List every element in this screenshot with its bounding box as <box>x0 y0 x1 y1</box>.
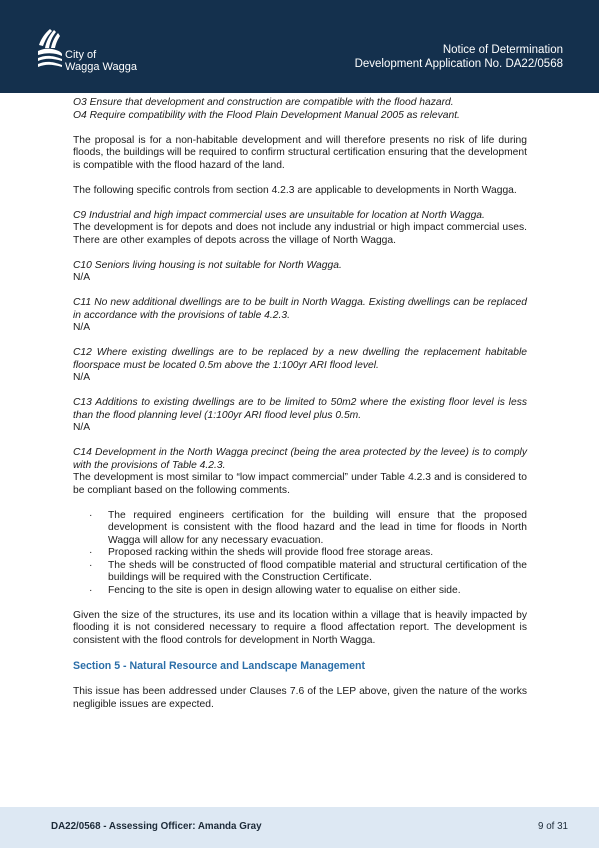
control-c13 <box>73 397 527 435</box>
control-c14-text: C14 Development in the North Wagga precinct (being the area protected by the levee) is to comply with the provisions of Table 4.2.3. <box>73 447 527 471</box>
objective-o4: O4 Require compatibility with the Flood Plain Development Manual 2005 as relevant. <box>73 109 460 121</box>
logo-line-1: City of <box>65 49 97 61</box>
list-item: · The sheds will be constructed of flood compatible material and structural certification of the buildings will be required with the Construction Certificate. <box>73 560 527 585</box>
control-c12 <box>73 347 527 385</box>
footer-reference: DA22/0568 - Assessing Officer: Amanda Gray <box>51 821 262 832</box>
control-c9-text: C9 Industrial and high impact commercial uses are unsuitable for location at North Wagga. <box>73 209 485 221</box>
list-item: · Fencing to the site is open in design allowing water to equalise on either side. <box>73 585 527 598</box>
control-c11-text: C11 No new additional dwellings are to be built in North Wagga. Existing dwellings can be replaced in accordance with the provisions of table 4.2.3. <box>73 297 527 321</box>
control-c11 <box>73 297 527 335</box>
document-body <box>73 97 527 724</box>
control-c12-response: N/A <box>73 372 91 383</box>
objective-o3: O3 Ensure that development and construction are compatible with the flood hazard. <box>73 97 454 108</box>
control-c12-text: C12 Where existing dwellings are to be replaced by a new dwelling the replacement habitable floorspace must be located 0.5m above the 1:100yr ARI flood level. <box>73 347 527 371</box>
list-item: · Proposed racking within the sheds will provide flood free storage areas. <box>73 547 527 560</box>
control-c14 <box>73 447 527 497</box>
page-number: 9 of 31 <box>538 821 568 832</box>
flood-conclusion-paragraph: Given the size of the structures, its use and its location within a village that is heavily impacted by flooding it is not considered necessary to require a flood affectation report. The development is consistent with the flood controls for development in North Wagga. <box>73 609 527 646</box>
section-5-heading: Section 5 - Natural Resource and Landscape Management <box>73 659 365 672</box>
council-logo <box>36 27 146 75</box>
document-title: Notice of Determination <box>442 44 563 56</box>
control-c14-response: The development is most similar to “low impact commercial” under Table 4.2.3 and is considered to be compliant based on the following comments. <box>73 472 527 496</box>
page-header <box>0 0 599 93</box>
section-5-paragraph: This issue has been addressed under Clauses 7.6 of the LEP above, given the nature of the works negligible issues are expected. <box>73 686 527 710</box>
list-item: · The required engineers certification for the building will ensure that the proposed development is consistent with the flood hazard and the lead in time for floods in North Wagga will allow for any necessary evacuation. <box>73 510 527 548</box>
control-c11-response: N/A <box>73 322 91 333</box>
control-c9-response: The development is for depots and does not include any industrial or high impact commercial uses. There are other examples of depots across the village of North Wagga. <box>73 222 527 246</box>
objectives-paragraph <box>73 97 527 122</box>
page-footer <box>0 807 599 848</box>
logo-line-2: Wagga Wagga <box>65 61 137 73</box>
control-c10 <box>73 260 527 285</box>
control-c9 <box>73 210 527 248</box>
logo-wordmark <box>65 49 137 73</box>
header-document-info <box>355 43 563 71</box>
control-c10-response: N/A <box>73 272 91 283</box>
city-logo-icon <box>36 27 64 73</box>
compliance-bullet-list <box>73 510 527 598</box>
proposal-paragraph: The proposal is for a non-habitable development and will therefore presents no risk of life during floods, the buildings will be required to confirm structural certification ensuring that the development is compatible with the flood hazard of the land. <box>73 134 527 171</box>
control-c10-text: C10 Seniors living housing is not suitable for North Wagga. <box>73 259 342 271</box>
control-c13-text: C13 Additions to existing dwellings are to be limited to 50m2 where the existing floor level is less than the flood planning level (1:100yr ARI flood level plus 0.5m. <box>73 397 527 421</box>
controls-intro-paragraph: The following specific controls from section 4.2.3 are applicable to developments in North Wagga. <box>73 184 517 196</box>
document-subtitle: Development Application No. DA22/0568 <box>354 58 563 70</box>
control-c13-response: N/A <box>73 422 91 433</box>
